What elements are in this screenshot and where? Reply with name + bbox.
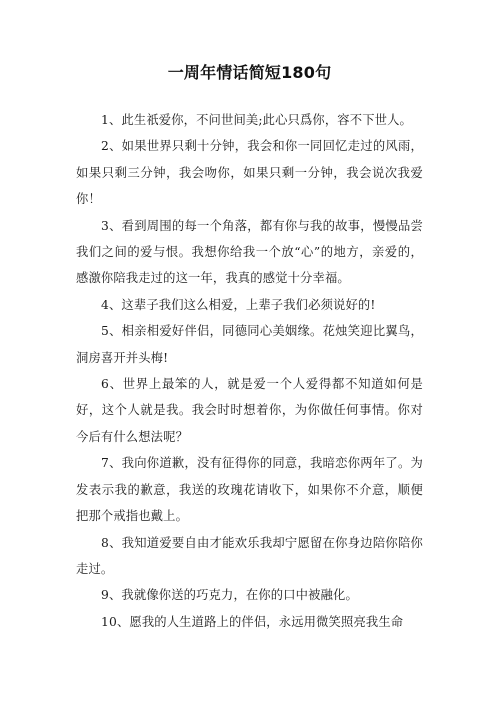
document-body — [76, 107, 423, 635]
paragraph: 6、世界上最笨的人，就是爱一个人爱得都不知道如何是好，这个人就是我。我会时时想着你，为你做任何事情。你对今后有什么想法呢？ — [76, 377, 423, 444]
paragraph: 5、相亲相爱好伴侣，同德同心美姻缘。花烛笑迎比翼鸟，洞房喜开并头梅! — [76, 324, 423, 365]
paragraph: 2、如果世界只剩十分钟，我会和你一同回忆走过的风雨，如果只剩三分钟，我会吻你，如果只剩一分钟，我会说次我爱你！ — [76, 139, 423, 207]
paragraph: 8、我知道爱要自由才能欢乐我却宁愿留在你身边陪你陪你走过。 — [76, 535, 423, 576]
paragraph: 7、我向你道歉，没有征得你的同意，我暗恋你两年了。为发表示我的歉意，我送的玫瑰花请收下，如果你不介意，顺便把那个戒指也戴上。 — [76, 456, 423, 524]
document-title: 一周年情话简短180句 — [167, 63, 332, 82]
paragraph: 9、我就像你送的巧克力，在你的口中被融化。 — [101, 588, 358, 603]
paragraph: 1、此生祇爱你，不问世间美;此心只爲你，容不下世人。 — [101, 113, 412, 127]
paragraph: 3、看到周围的每一个角落，都有你与我的故事，慢慢品尝我们之间的爱与恨。我想你给我一个放“心”的地方，亲爱的，感激你陪我走过的这一年，我真的感觉十分幸福。 — [76, 218, 423, 286]
paragraph: 4、这辈子我们这么相爱，上辈子我们必须说好的! — [101, 297, 376, 312]
paragraph: 10、愿我的人生道路上的伴侣，永远用微笑照亮我生命 — [101, 614, 404, 629]
